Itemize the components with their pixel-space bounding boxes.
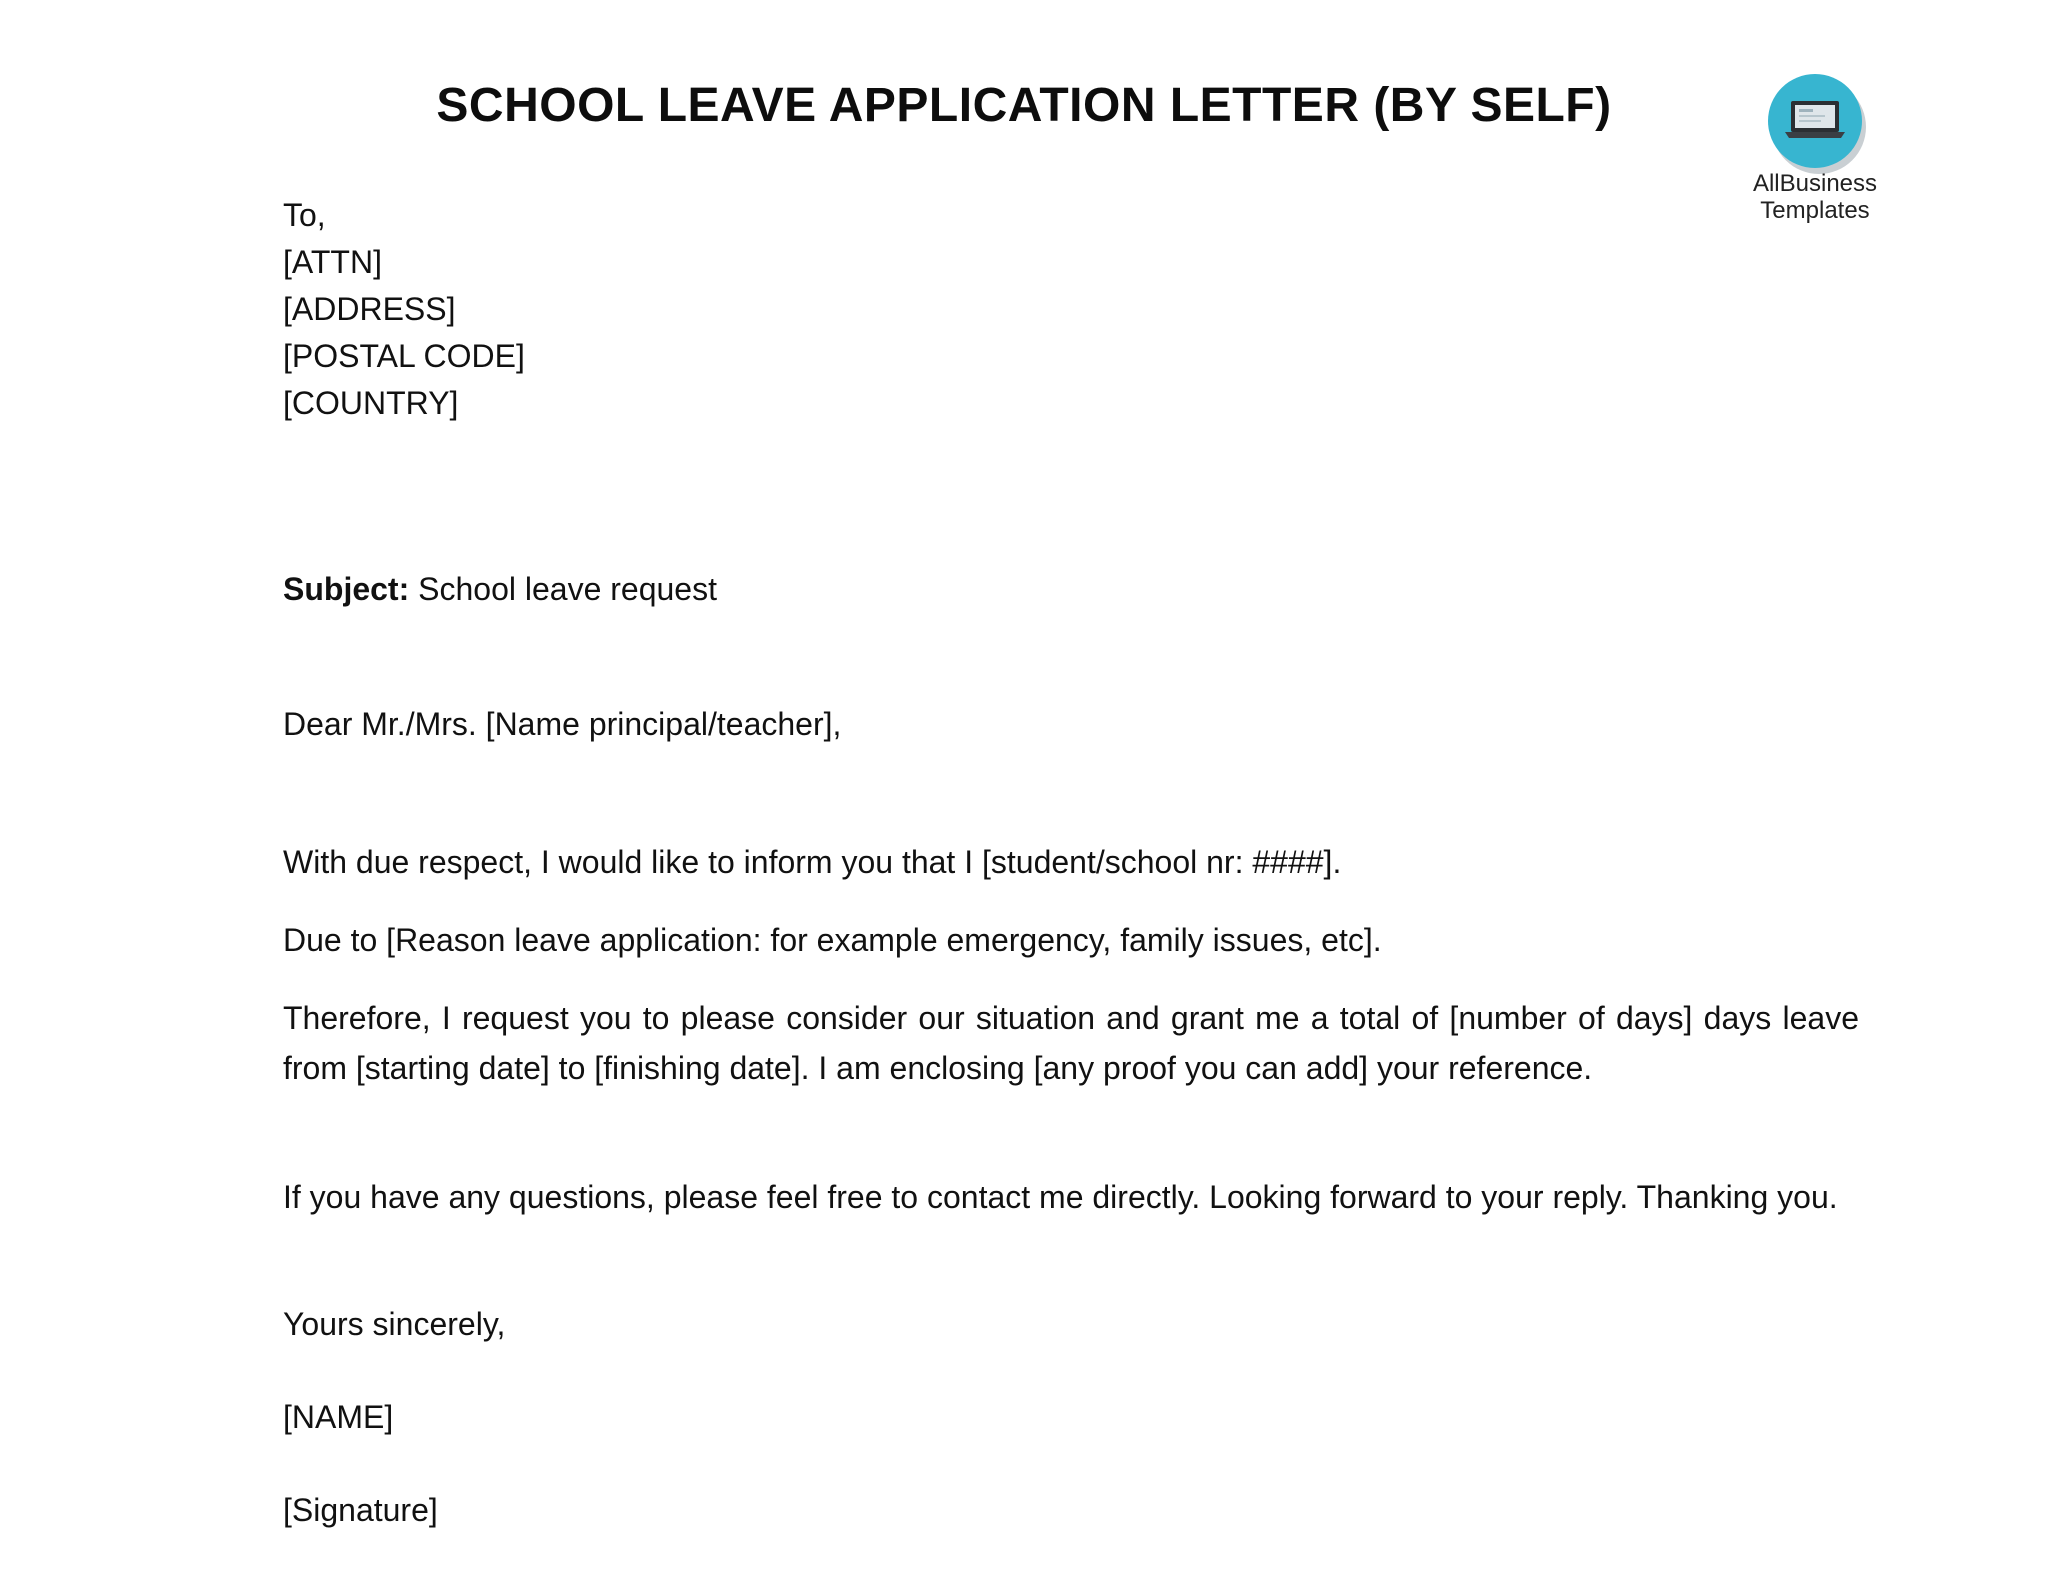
address-line: [ADDRESS] bbox=[283, 291, 456, 327]
sender-name: [NAME] bbox=[283, 1399, 394, 1435]
subject-label: Subject: bbox=[283, 571, 410, 607]
laptop-icon bbox=[1768, 74, 1862, 168]
allbusiness-templates-logo bbox=[1740, 74, 1890, 234]
logo-text bbox=[1740, 170, 1890, 224]
body-paragraph-2: Due to [Reason leave application: for example emergency, family issues, etc]. bbox=[283, 922, 1382, 958]
logo-text-line2: Templates bbox=[1760, 197, 1870, 224]
subject-text: School leave request bbox=[409, 571, 717, 607]
closing: Yours sincerely, bbox=[283, 1306, 506, 1342]
address-postal-code: [POSTAL CODE] bbox=[283, 338, 525, 374]
address-to: To, bbox=[283, 197, 326, 233]
address-country: [COUNTRY] bbox=[283, 385, 459, 421]
salutation: Dear Mr./Mrs. [Name principal/teacher], bbox=[283, 706, 842, 742]
body-paragraph-1: With due respect, I would like to inform you that I [student/school nr: ####]. bbox=[283, 844, 1342, 880]
logo-text-line1: AllBusiness bbox=[1752, 170, 1878, 197]
subject-line bbox=[283, 566, 717, 613]
body-paragraph-3: Therefore, I request you to please consider our situation and grant me a total of [number of days] days leave from [starting date] to [finishing date]. I am enclosing [any proof you can add] your reference. bbox=[283, 1000, 1859, 1086]
document-title: SCHOOL LEAVE APPLICATION LETTER (BY SELF) bbox=[436, 79, 1612, 132]
logo-circle bbox=[1768, 74, 1862, 168]
signature: [Signature] bbox=[283, 1492, 438, 1528]
address-attn: [ATTN] bbox=[283, 244, 382, 280]
body-paragraph-4: If you have any questions, please feel free to contact me directly. Looking forward to your reply. Thanking you. bbox=[283, 1179, 1838, 1215]
